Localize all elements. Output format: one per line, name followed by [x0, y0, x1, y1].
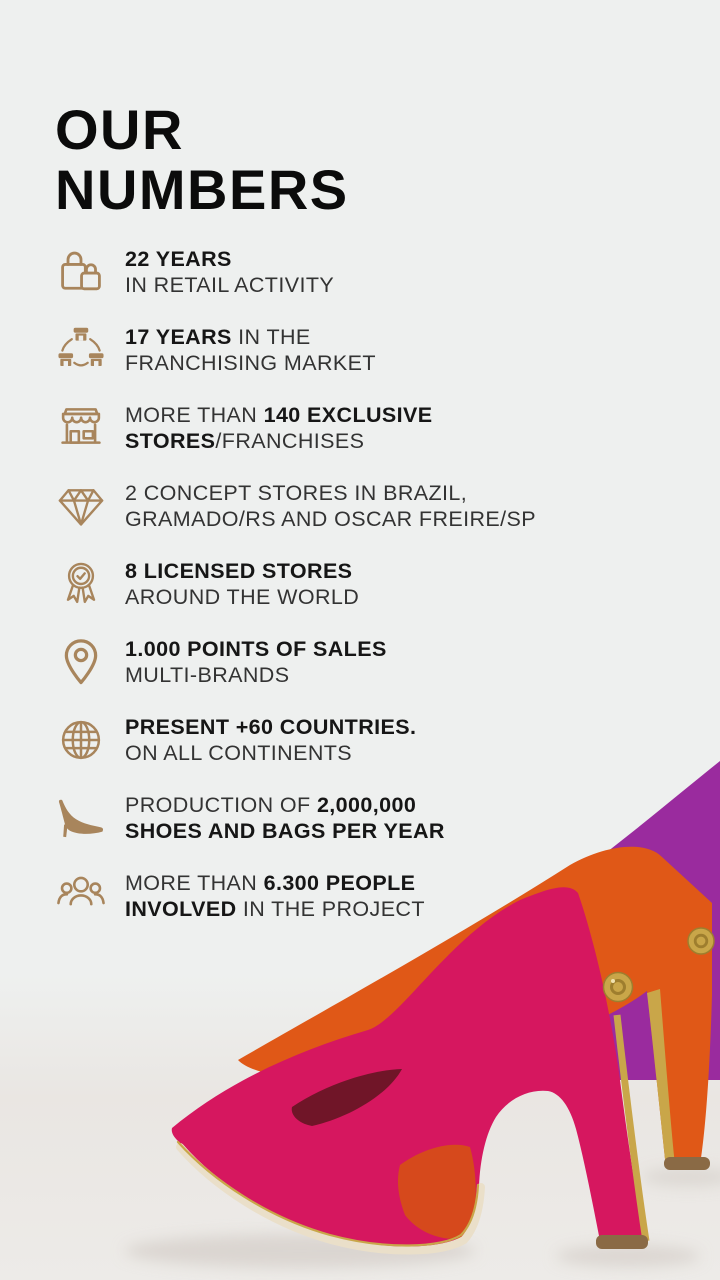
stat-text-line [125, 324, 376, 350]
diamond-icon [55, 480, 107, 532]
stat-text-line [125, 350, 376, 376]
stat-text-segment: 1.000 POINTS OF SALES [125, 637, 387, 661]
stat-text-line [125, 272, 334, 298]
franchise-icon [55, 324, 107, 376]
stat-row [55, 480, 720, 532]
stats-list [55, 246, 720, 922]
stat-row [55, 714, 720, 766]
stat-row [55, 792, 720, 844]
stat-text-segment: IN THE [231, 325, 311, 349]
stat-text [125, 792, 445, 844]
stat-text-segment: 140 EXCLUSIVE [263, 403, 433, 427]
stat-text [125, 636, 387, 688]
stat-text-line [125, 818, 445, 844]
stat-text-line [125, 870, 425, 896]
stat-text-segment: IN RETAIL ACTIVITY [125, 273, 335, 297]
globe-icon [55, 714, 107, 766]
stat-text-line [125, 558, 359, 584]
pin-icon [55, 636, 107, 688]
stat-text-segment: MORE THAN [125, 403, 264, 427]
stat-text [125, 714, 416, 766]
stat-text-line [125, 896, 425, 922]
stat-text-segment: STORES [125, 429, 216, 453]
stat-text-line [125, 506, 536, 532]
stat-row [55, 636, 720, 688]
stat-text-segment: ON ALL CONTINENTS [125, 741, 353, 765]
stat-row [55, 870, 720, 922]
stat-text-segment: 17 YEARS [125, 325, 232, 349]
stat-text [125, 480, 536, 532]
people-icon [55, 870, 107, 922]
pink-heel-medallion [604, 973, 633, 1002]
stat-text-segment: MULTI-BRANDS [125, 663, 290, 687]
heel-icon [55, 792, 107, 844]
stat-text [125, 870, 425, 922]
stat-text-line [125, 480, 536, 506]
stat-text-line [125, 246, 334, 272]
stat-text-segment: GRAMADO/RS AND OSCAR FREIRE/SP [125, 507, 537, 531]
stat-text-segment: 8 LICENSED STORES [125, 559, 353, 583]
stat-text-line [125, 714, 416, 740]
stat-text-segment: SHOES AND BAGS PER YEAR [125, 819, 445, 843]
stat-text-line [125, 792, 445, 818]
stat-text-segment: PRODUCTION OF [125, 793, 317, 817]
stat-text [125, 324, 376, 376]
stat-text-segment: 2,000,000 [316, 793, 417, 817]
stat-text-segment: FRANCHISING MARKET [125, 351, 376, 375]
stat-text-segment: 22 YEARS [125, 247, 232, 271]
orange-heel-tip [664, 1157, 710, 1170]
stat-row [55, 558, 720, 610]
stat-row [55, 324, 720, 376]
stat-text-segment: PRESENT +60 COUNTRIES. [125, 715, 417, 739]
stat-text-segment: /FRANCHISES [215, 429, 365, 453]
stat-text-segment: MORE THAN [125, 871, 264, 895]
stat-text [125, 246, 334, 298]
stat-text-segment: IN THE PROJECT [236, 897, 425, 921]
stat-text-line [125, 740, 416, 766]
orange-heel-medallion [688, 928, 714, 954]
stat-text-segment: AROUND THE WORLD [125, 585, 360, 609]
stat-row [55, 246, 720, 298]
stat-text [125, 558, 359, 610]
stat-text-line [125, 662, 387, 688]
bags-icon [55, 246, 107, 298]
award-icon [55, 558, 107, 610]
stat-text-segment: INVOLVED [125, 897, 237, 921]
stat-text-line [125, 636, 387, 662]
stat-text-line [125, 428, 433, 454]
stat-text-segment: 6.300 PEOPLE [263, 871, 416, 895]
page-title-line2: NUMBERS [55, 158, 349, 221]
stat-text-line [125, 402, 433, 428]
store-icon [55, 402, 107, 454]
page-title-line1: OUR [55, 98, 184, 161]
stat-text-line [125, 584, 359, 610]
stat-text-segment: 2 CONCEPT STORES IN BRAZIL, [125, 481, 468, 505]
page-title [55, 100, 720, 220]
pink-heel-tip [596, 1235, 648, 1249]
stat-row [55, 402, 720, 454]
stat-text [125, 402, 433, 454]
